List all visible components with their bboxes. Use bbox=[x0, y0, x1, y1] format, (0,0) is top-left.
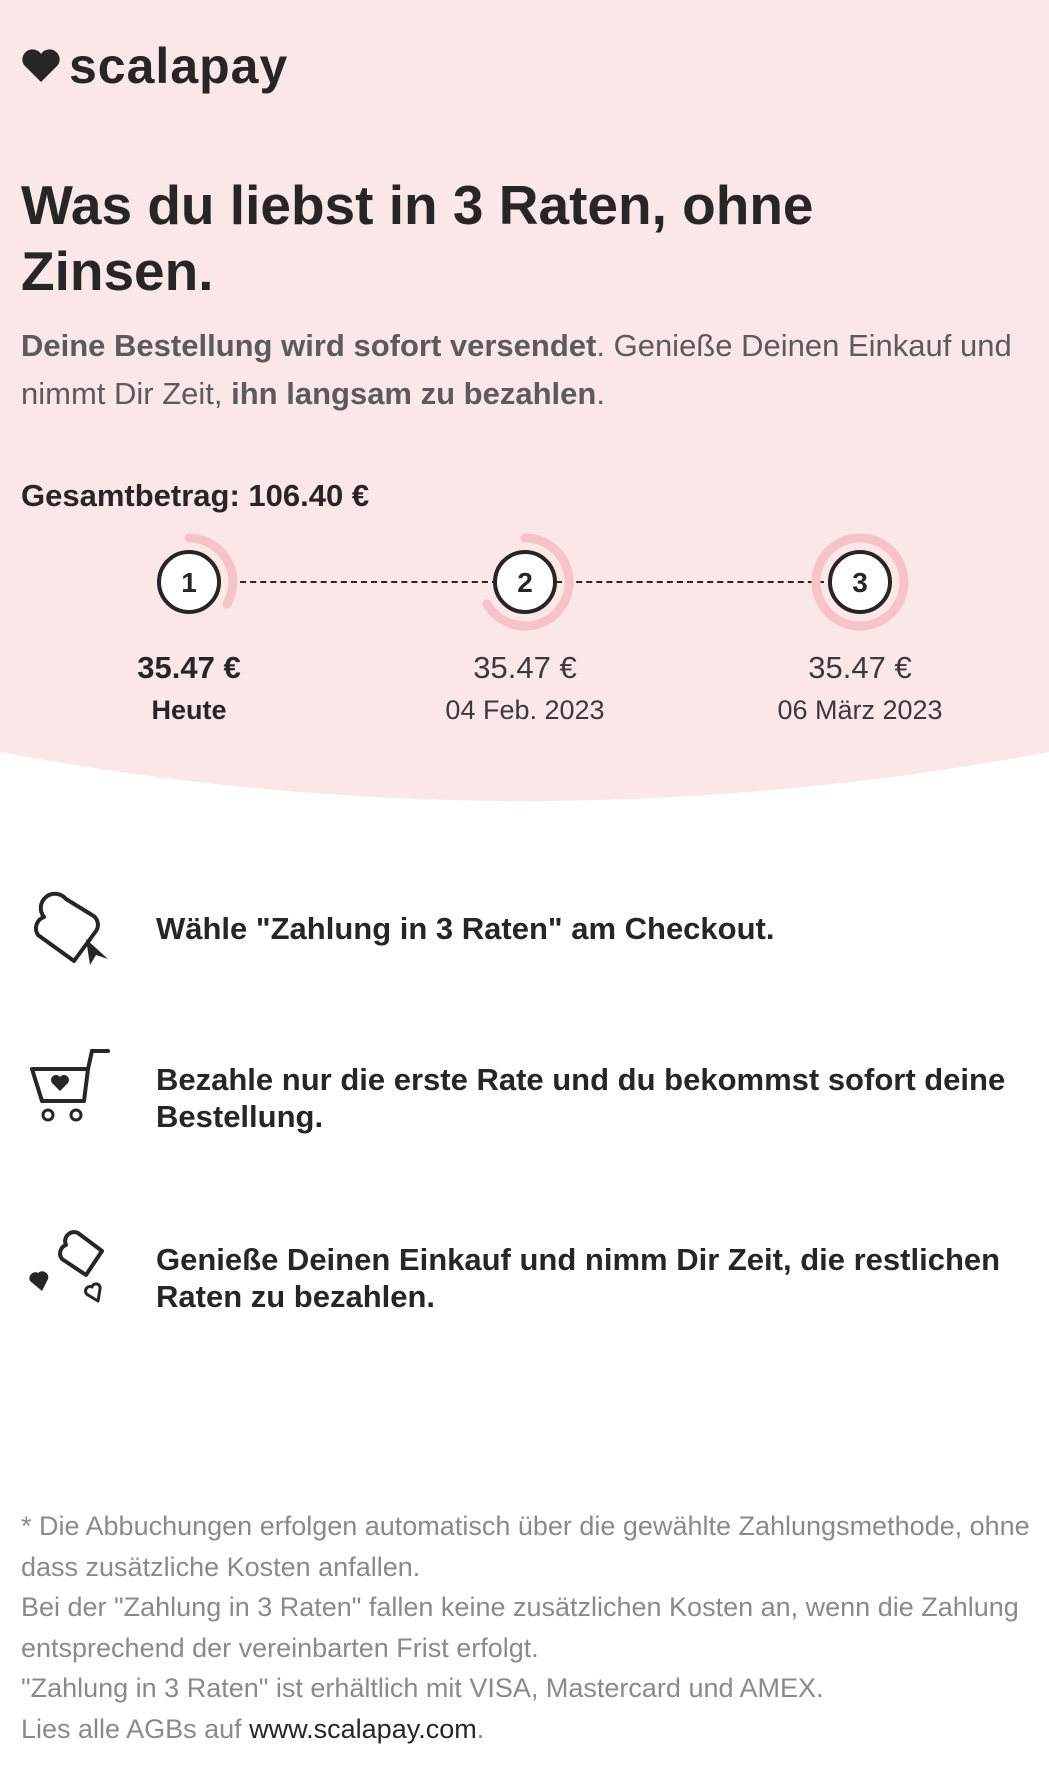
step-number: 1 bbox=[181, 567, 197, 598]
hearts-icon bbox=[26, 1225, 116, 1315]
heart-icon bbox=[21, 48, 61, 84]
how-it-works-text: Wähle "Zahlung in 3 Raten" am Checkout. bbox=[156, 911, 775, 946]
installment-date: Heute bbox=[151, 695, 227, 725]
hero-description bbox=[21, 322, 1031, 418]
hero-section bbox=[0, 0, 1049, 800]
step-indicator-2 bbox=[473, 530, 577, 634]
terms-footnote bbox=[21, 1506, 1031, 1749]
installment-amount: 35.47 € bbox=[473, 650, 577, 685]
description-text-2: . bbox=[596, 376, 605, 411]
footnote-line-2: Bei der "Zahlung in 3 Raten" fallen keine zusätzlichen Kosten an, wenn die Zahlung entsprechend der vereinbarten Frist erfolgt. bbox=[21, 1592, 1019, 1663]
installment-step-1 bbox=[59, 530, 319, 728]
scalapay-logo[interactable] bbox=[21, 38, 288, 94]
how-it-works-item bbox=[0, 1225, 1049, 1325]
description-text-1: . Genieße Deinen Einkauf und nimmt Dir Zeit, bbox=[21, 328, 1012, 411]
installment-step-3 bbox=[730, 530, 990, 728]
how-it-works-item bbox=[0, 880, 1049, 980]
installment-amount: 35.47 € bbox=[137, 650, 241, 685]
footnote-line-1: * Die Abbuchungen erfolgen automatisch über die gewählte Zahlungsmethode, ohne dass zusätzliche Kosten anfallen. bbox=[21, 1511, 1030, 1582]
footnote-line-3: "Zahlung in 3 Raten" ist erhältlich mit VISA, Mastercard und AMEX. bbox=[21, 1673, 824, 1703]
total-amount: Gesamtbetrag: 106.40 € bbox=[21, 478, 370, 513]
installment-date: 04 Feb. 2023 bbox=[445, 695, 605, 725]
description-bold-2: ihn langsam zu bezahlen bbox=[231, 376, 597, 411]
brand-name: scalapay bbox=[69, 38, 289, 94]
installment-amount: 35.47 € bbox=[808, 650, 912, 685]
installment-step-2 bbox=[395, 530, 655, 728]
page-title: Was du liebst in 3 Raten, ohne Zinsen. bbox=[21, 174, 814, 302]
description-bold-1: Deine Bestellung wird sofort versendet bbox=[21, 328, 597, 363]
step-number: 3 bbox=[852, 567, 868, 598]
installment-date: 06 März 2023 bbox=[777, 695, 943, 725]
scalapay-website-link[interactable]: www.scalapay.com bbox=[249, 1713, 477, 1744]
footnote-line-4 bbox=[21, 1709, 1031, 1750]
step-number: 2 bbox=[517, 567, 533, 598]
step-indicator-3 bbox=[808, 530, 912, 634]
footnote-prefix: Lies alle AGBs auf bbox=[21, 1713, 250, 1744]
footnote-suffix: . bbox=[476, 1713, 485, 1744]
shopping-cart-heart-icon bbox=[26, 1045, 116, 1135]
how-it-works-text: Bezahle nur die erste Rate und du bekommst sofort deine Bestellung. bbox=[156, 1062, 1006, 1134]
how-it-works-item bbox=[0, 1045, 1049, 1145]
step-indicator-1 bbox=[137, 530, 241, 634]
installment-timeline bbox=[0, 530, 1049, 730]
how-it-works-text: Genieße Deinen Einkauf und nimm Dir Zeit, die restlichen Raten zu bezahlen. bbox=[156, 1242, 1001, 1314]
heart-cursor-icon bbox=[26, 885, 116, 975]
